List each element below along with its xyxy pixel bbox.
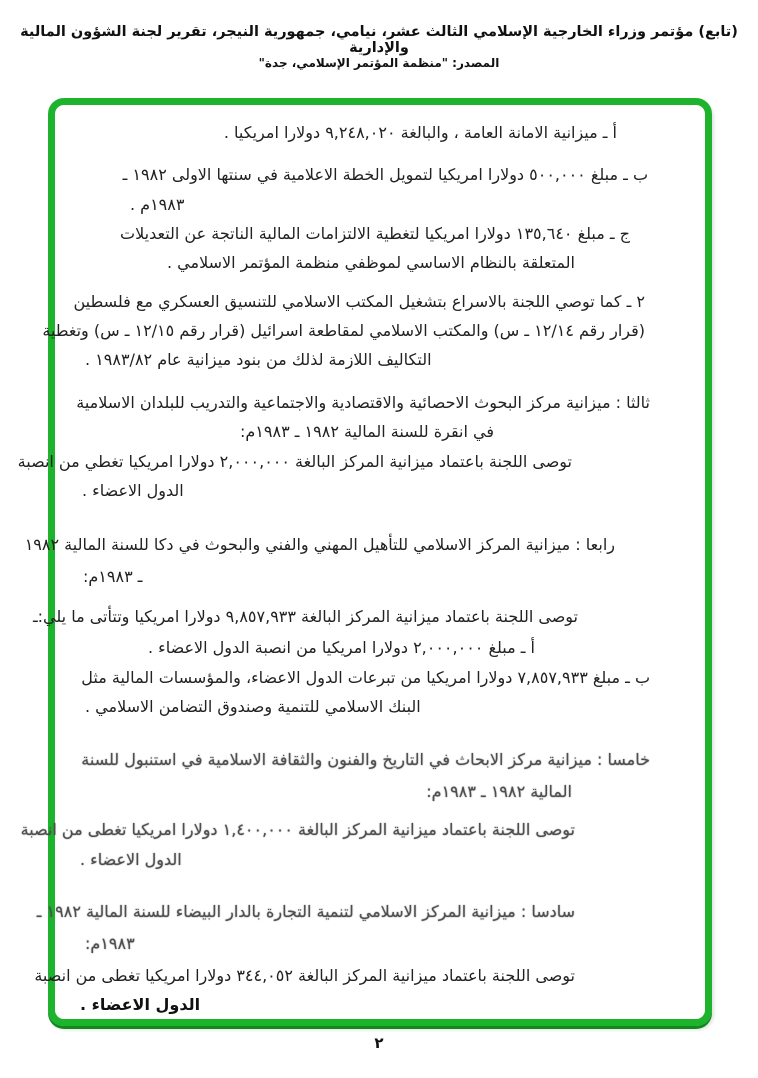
page-number: ٢ <box>374 1034 384 1052</box>
document-line: البنك الاسلامي للتنمية وصندوق التضامن الاسلامي . <box>85 697 421 716</box>
document-line: المالية ١٩٨٢ ـ ١٩٨٣م: <box>426 782 572 801</box>
document-line: ب ـ مبلغ ٥٠٠,٠٠٠ دولارا امريكيا لتمويل الخطة الاعلامية في سنتها الاولى ١٩٨٢ ـ <box>122 165 648 184</box>
document-line: ـ ١٩٨٣م: <box>83 567 143 586</box>
document-line: ٢ ـ كما توصي اللجنة بالاسراع بتشغيل المكتب الاسلامي للتنسيق العسكري مع فلسطين <box>73 292 645 311</box>
page-header-source: المصدر: "منظمة المؤتمر الإسلامي، جدة" <box>258 56 500 70</box>
document-line: (قرار رقم ١٢/١٤ ـ س) والمكتب الاسلامي لمقاطعة اسرائيل (قرار رقم ١٢/١٥ ـ س) وتغطية <box>42 321 645 340</box>
document-line: التكاليف اللازمة لذلك من بنود ميزانية عام ١٩٨٣/٨٢ . <box>85 350 432 369</box>
document-body <box>17 118 650 1019</box>
document-line: الدول الاعضاء . <box>82 481 184 500</box>
document-line: توصى اللجنة باعتماد ميزانية المركز البالغة ١,٤٠٠,٠٠٠ دولارا امريكيا تغطى من انصبة <box>20 820 575 839</box>
section-heading-fourth: رابعا : ميزانية المركز الاسلامي للتأهيل المهني والفني والبحوث في دكا للسنة المالية ١٩٨٢ <box>24 535 615 554</box>
document-line: توصى اللجنة باعتماد ميزانية المركز البالغة ٣٤٤,٠٥٢ دولارا امريكيا تغطى من انصبة <box>34 966 575 985</box>
document-line: ١٩٨٣م . <box>130 195 185 214</box>
section-heading-sixth: سادسا : ميزانية المركز الاسلامي لتنمية التجارة بالدار البيضاء للسنة المالية ١٩٨٢ ـ <box>36 902 575 921</box>
document-line: توصى اللجنة باعتماد ميزانية المركز البالغة ٢,٠٠٠,٠٠٠ دولارا امريكيا تغطي من انصبة <box>17 452 572 471</box>
document-line: ١٩٨٣م: <box>85 934 135 953</box>
document-line: في انقرة للسنة المالية ١٩٨٢ ـ ١٩٨٣م: <box>240 422 495 441</box>
document-line: ب ـ مبلغ ٧,٨٥٧,٩٣٣ دولارا امريكيا من تبرعات الدول الاعضاء، والمؤسسات المالية مثل <box>81 668 650 687</box>
document-line: توصى اللجنة باعتماد ميزانية المركز البالغة ٩,٨٥٧,٩٣٣ دولارا امريكيا وتتأتى ما يلي:ـ <box>32 607 578 626</box>
document-line: المتعلقة بالنظام الاساسي لموظفي منظمة المؤتمر الاسلامي . <box>166 253 575 272</box>
document-line: الدول الاعضاء . <box>80 995 201 1014</box>
document-line: ج ـ مبلغ ١٣٥,٦٤٠ دولارا امريكيا لتغطية الالتزامات المالية الناتجة عن التعديلات <box>120 224 630 243</box>
document-line: أ ـ مبلغ ٢,٠٠٠,٠٠٠ دولارا امريكيا من انصبة الدول الاعضاء . <box>148 638 535 657</box>
page-header-title: (تابع) مؤتمر وزراء الخارجية الإسلامي الثالث عشر، نيامي، جمهورية النيجر، تقرير لجنة الشؤون المالية والإدارية <box>20 24 738 56</box>
document-line: أ ـ ميزانية الامانة العامة ، والبالغة ٩,٢٤٨,٠٢٠ دولارا امريكيا . <box>223 123 617 142</box>
document-line: الدول الاعضاء . <box>80 850 182 869</box>
section-heading-third: ثالثا : ميزانية مركز البحوث الاحصائية والاقتصادية والاجتماعية والتدريب للبلدان الاسلامية <box>76 393 650 412</box>
section-heading-fifth: خامسا : ميزانية مركز الابحاث في التاريخ والفنون والثقافة الاسلامية في استنبول للسنة <box>81 750 650 769</box>
